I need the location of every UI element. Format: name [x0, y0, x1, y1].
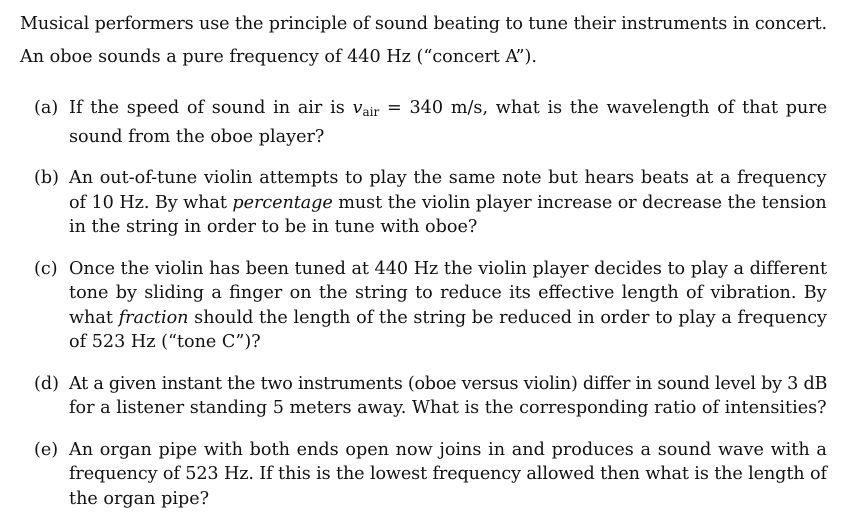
problem-a-line-2: sound from the oboe player?: [69, 126, 325, 147]
problem-b-line-3: in the string in order to be in tune with oboe?: [69, 217, 478, 237]
problem-b-line-1: An out-of-tune violin attempts to play the same note but hears beats at a frequency: [69, 168, 827, 188]
intro-line-1: Musical performers use the principle of sound beating to tune their instruments in concert.: [20, 14, 827, 34]
problem-c-line-4: of 523 Hz (“tone C”)?: [69, 332, 261, 352]
problem-b-line-2-pre: of 10 Hz. By what: [69, 192, 233, 213]
problem-e-line-3: the organ pipe?: [69, 488, 210, 509]
problem-b-line-2: [69, 191, 827, 216]
problem-b-label: (b): [34, 168, 59, 188]
problem-e: [20, 438, 827, 512]
problem-e-line-1: An organ pipe with both ends open now joins in and produces a sound wave with a: [69, 439, 827, 460]
problem-e-line-2: frequency of 523 Hz. If this is the lowest frequency allowed then what is the length of: [69, 464, 827, 484]
problem-list: [20, 96, 827, 511]
fraction-emphasis: fraction: [118, 307, 189, 328]
problem-a-line-1: [69, 96, 827, 125]
problem-a-text-post: = 340 m/s, what is the wavelength of that pure: [379, 98, 828, 118]
intro-line-2: An oboe sounds a pure frequency of 440 Hz (“concert A”).: [20, 47, 538, 67]
problem-c-label: (c): [34, 258, 58, 279]
problem-c-line-3: [69, 306, 827, 331]
problem-a-label: (a): [34, 98, 59, 118]
problem-c-line-1: Once the violin has been tuned at 440 Hz the violin player decides to play a different: [69, 258, 828, 279]
problem-d-label: (d): [34, 373, 59, 394]
problem-b: [20, 166, 827, 240]
problem-d: [20, 372, 827, 421]
problem-c: [20, 257, 827, 355]
problem-c-line-3-post: should the length of the string be reduced in order to play a frequency: [188, 307, 827, 328]
intro-paragraph: [20, 8, 827, 74]
problem-c-line-2: tone by sliding a finger on the string to reduce its effective length of vibration. By: [69, 283, 827, 303]
speed-variable: v: [352, 98, 363, 118]
problem-e-label: (e): [34, 439, 59, 460]
problem-d-line-1: At a given instant the two instruments (oboe versus violin) differ in sound level by 3 dB: [69, 373, 828, 394]
problem-a-text-pre: If the speed of sound in air is: [69, 98, 353, 118]
problem-a: [20, 96, 827, 149]
speed-variable-subscript: air: [362, 105, 380, 119]
problem-d-line-2: for a listener standing 5 meters away. What is the corresponding ratio of intensities?: [69, 398, 827, 418]
problem-b-line-2-post: must the violin player increase or decrease the tension: [332, 192, 827, 213]
problem-c-line-3-pre: what: [69, 307, 119, 328]
percentage-emphasis: percentage: [232, 192, 333, 213]
